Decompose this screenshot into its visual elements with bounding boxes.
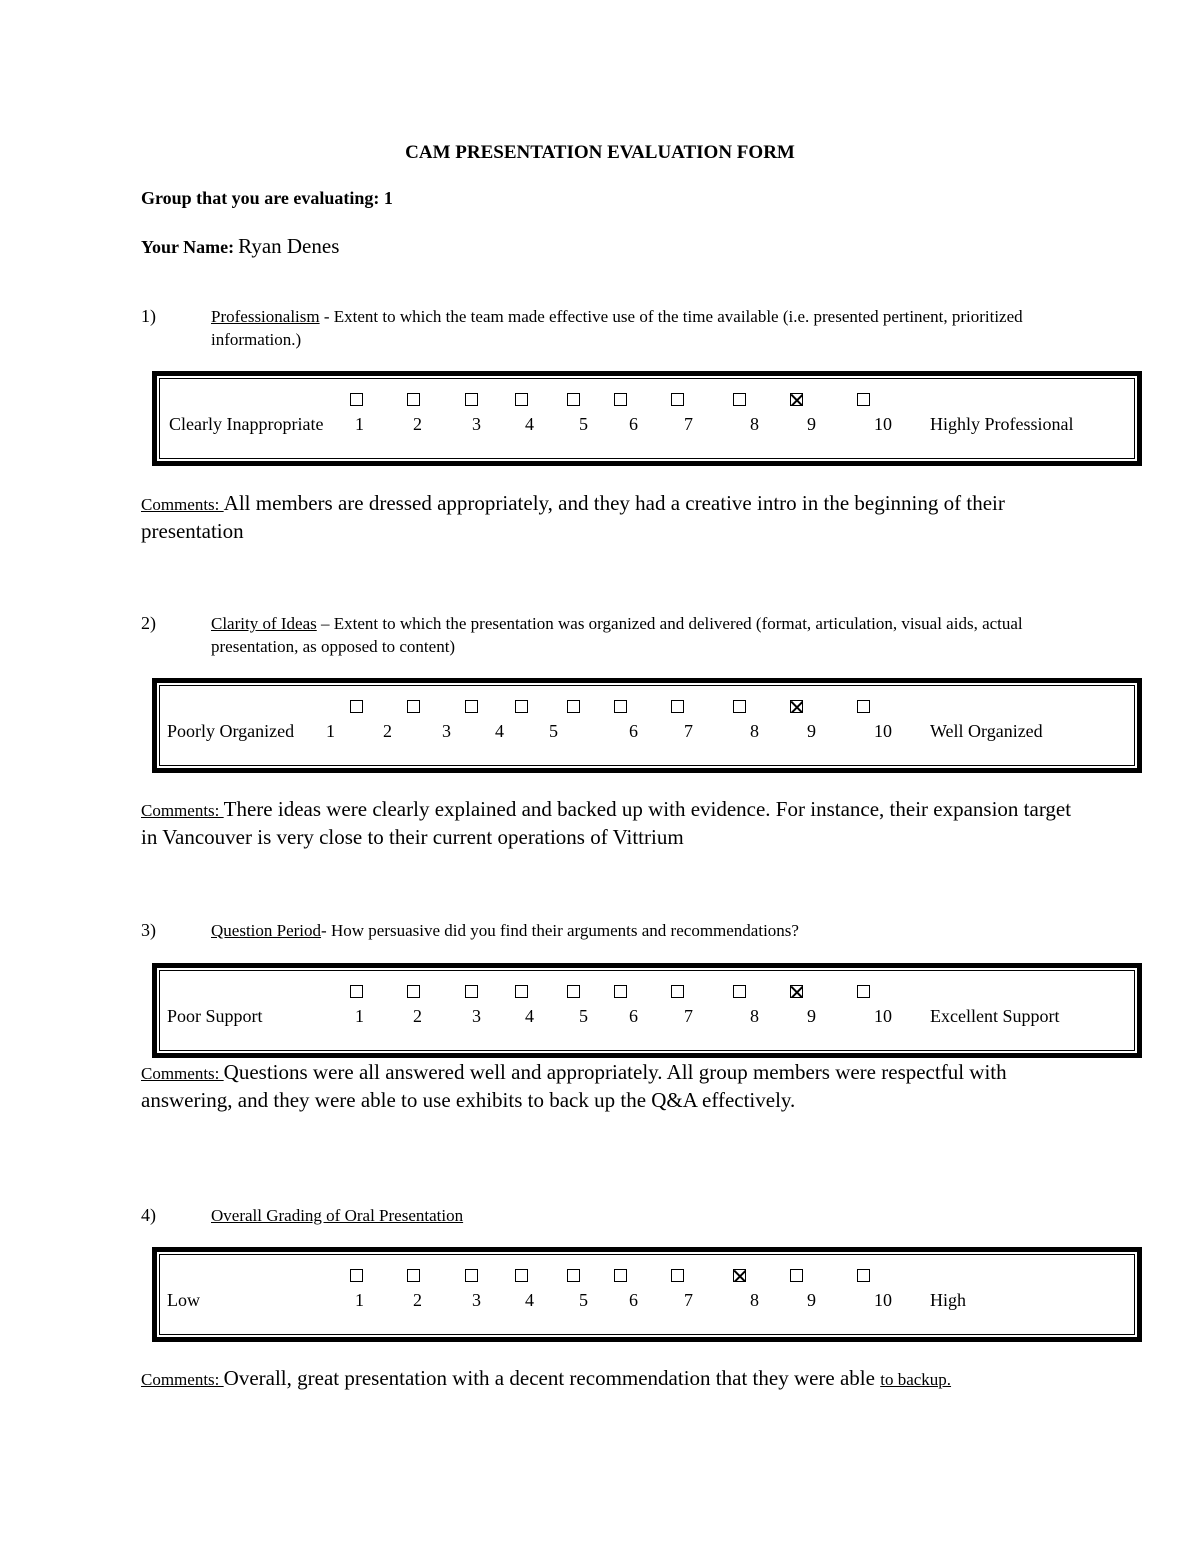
q3-scale-number-2: 2	[413, 1006, 422, 1026]
q4-scale-number-5: 5	[579, 1290, 588, 1310]
q3-checkbox-2[interactable]	[407, 985, 420, 998]
q3-comment	[141, 1059, 1081, 1114]
q1-scale-number-10: 10	[874, 414, 892, 434]
q4-checkbox-7[interactable]	[671, 1269, 684, 1282]
q1-scale-number-4: 4	[525, 414, 534, 434]
q2-scale-number-3: 3	[442, 721, 451, 741]
q1-high-label: Highly Professional	[930, 414, 1074, 434]
q4-number: 4)	[141, 1205, 156, 1225]
q2-checkbox-7[interactable]	[671, 700, 684, 713]
q1-scale-number-6: 6	[629, 414, 638, 434]
q4-scale-number-10: 10	[874, 1290, 892, 1310]
q1-scale-number-1: 1	[355, 414, 364, 434]
q2-comment-label: Comments:	[141, 801, 224, 820]
q2-scale-number-10: 10	[874, 721, 892, 741]
q1-comment-text: All members are dressed appropriately, and they had a creative intro in the beginning of their presentation	[141, 491, 1005, 543]
q1-checkbox-9[interactable]	[790, 393, 803, 406]
q2-scale-number-5: 5	[549, 721, 558, 741]
q1-heading: Professionalism	[211, 307, 320, 326]
q2-checkbox-4[interactable]	[515, 700, 528, 713]
q2-rating-box	[152, 678, 1142, 773]
group-label: Group that you are evaluating: 1	[141, 188, 393, 208]
q1-number: 1)	[141, 306, 156, 326]
q4-checkbox-6[interactable]	[614, 1269, 627, 1282]
q3-checkbox-10[interactable]	[857, 985, 870, 998]
q2-checkbox-2[interactable]	[407, 700, 420, 713]
q1-checkbox-3[interactable]	[465, 393, 478, 406]
q4-scale-number-9: 9	[807, 1290, 816, 1310]
q1-description: - Extent to which the team made effective use of the time available (i.e. presented pertinent, prioritized information.)	[211, 307, 1023, 349]
q2-scale-number-9: 9	[807, 721, 816, 741]
q3-heading: Question Period	[211, 921, 322, 940]
q2-scale-number-4: 4	[495, 721, 504, 741]
q3-text	[211, 919, 1091, 942]
q2-heading: Clarity of Ideas	[211, 614, 317, 633]
q4-rating-box	[152, 1247, 1142, 1342]
q2-scale-number-1: 1	[326, 721, 335, 741]
q3-low-label: Poor Support	[167, 1006, 263, 1026]
q4-high-label: High	[930, 1290, 966, 1310]
q2-checkbox-1[interactable]	[350, 700, 363, 713]
q4-scale-number-4: 4	[525, 1290, 534, 1310]
q4-checkbox-9[interactable]	[790, 1269, 803, 1282]
q1-text	[211, 305, 1091, 351]
q2-checkbox-3[interactable]	[465, 700, 478, 713]
q4-comment	[141, 1365, 1081, 1393]
q3-checkbox-1[interactable]	[350, 985, 363, 998]
q1-low-label: Clearly Inappropriate	[169, 414, 324, 434]
q1-scale-number-7: 7	[684, 414, 693, 434]
q1-checkbox-5[interactable]	[567, 393, 580, 406]
q4-checkbox-10[interactable]	[857, 1269, 870, 1282]
q3-checkbox-5[interactable]	[567, 985, 580, 998]
q4-scale-number-2: 2	[413, 1290, 422, 1310]
q2-checkbox-10[interactable]	[857, 700, 870, 713]
q4-comment-label: Comments:	[141, 1370, 224, 1389]
q2-description: – Extent to which the presentation was organized and delivered (format, articulation, visual aids, actual presentation, as opposed to content)	[211, 614, 1023, 656]
q2-text	[211, 612, 1091, 658]
q4-checkbox-4[interactable]	[515, 1269, 528, 1282]
q1-rating-box	[152, 371, 1142, 466]
q3-checkbox-4[interactable]	[515, 985, 528, 998]
q3-high-label: Excellent Support	[930, 1006, 1060, 1026]
q2-comment	[141, 796, 1081, 851]
q3-scale-number-6: 6	[629, 1006, 638, 1026]
q4-comment-text: Overall, great presentation with a decent recommendation that they were able	[223, 1366, 881, 1390]
q1-comment	[141, 490, 1081, 545]
q2-checkbox-6[interactable]	[614, 700, 627, 713]
name-row	[141, 234, 339, 259]
q4-scale-number-3: 3	[472, 1290, 481, 1310]
q4-scale-number-8: 8	[750, 1290, 759, 1310]
q4-comment-tail: to backup.	[880, 1370, 952, 1389]
q3-checkbox-7[interactable]	[671, 985, 684, 998]
q1-comment-label: Comments:	[141, 495, 224, 514]
q1-checkbox-1[interactable]	[350, 393, 363, 406]
q1-checkbox-2[interactable]	[407, 393, 420, 406]
q1-checkbox-10[interactable]	[857, 393, 870, 406]
q3-number: 3)	[141, 920, 156, 940]
q4-checkbox-8[interactable]	[733, 1269, 746, 1282]
q2-checkbox-9[interactable]	[790, 700, 803, 713]
q3-scale-number-5: 5	[579, 1006, 588, 1026]
q3-scale-number-7: 7	[684, 1006, 693, 1026]
form-title: CAM PRESENTATION EVALUATION FORM	[405, 142, 795, 163]
q1-checkbox-7[interactable]	[671, 393, 684, 406]
q3-scale-number-9: 9	[807, 1006, 816, 1026]
q1-scale-number-5: 5	[579, 414, 588, 434]
q4-scale-number-7: 7	[684, 1290, 693, 1310]
q3-scale-number-3: 3	[472, 1006, 481, 1026]
q4-text	[211, 1204, 1091, 1227]
q2-scale-number-7: 7	[684, 721, 693, 741]
q3-scale-number-10: 10	[874, 1006, 892, 1026]
q3-scale-number-4: 4	[525, 1006, 534, 1026]
q1-checkbox-6[interactable]	[614, 393, 627, 406]
q4-low-label: Low	[167, 1290, 200, 1310]
q1-scale-number-8: 8	[750, 414, 759, 434]
q3-checkbox-9[interactable]	[790, 985, 803, 998]
q1-checkbox-4[interactable]	[515, 393, 528, 406]
q2-number: 2)	[141, 613, 156, 633]
name-value: Ryan Denes	[238, 234, 340, 258]
q2-scale-number-6: 6	[629, 721, 638, 741]
q1-scale-number-2: 2	[413, 414, 422, 434]
q1-scale-number-9: 9	[807, 414, 816, 434]
q3-scale-number-1: 1	[355, 1006, 364, 1026]
q3-comment-text: Questions were all answered well and appropriately. All group members were respectful with answering, and they were able to use exhibits to back up the Q&A effectively.	[141, 1060, 1007, 1112]
q4-checkbox-3[interactable]	[465, 1269, 478, 1282]
q2-high-label: Well Organized	[930, 721, 1043, 741]
q3-description: - How persuasive did you find their arguments and recommendations?	[321, 921, 799, 940]
q3-checkbox-6[interactable]	[614, 985, 627, 998]
q4-scale-number-6: 6	[629, 1290, 638, 1310]
q3-rating-box	[152, 963, 1142, 1058]
q3-comment-label: Comments:	[141, 1064, 224, 1083]
q4-checkbox-5[interactable]	[567, 1269, 580, 1282]
q4-heading: Overall Grading of Oral Presentation	[211, 1206, 464, 1225]
q4-scale-number-1: 1	[355, 1290, 364, 1310]
q2-low-label: Poorly Organized	[167, 721, 295, 741]
q4-checkbox-2[interactable]	[407, 1269, 420, 1282]
q2-checkbox-8[interactable]	[733, 700, 746, 713]
q3-scale-number-8: 8	[750, 1006, 759, 1026]
name-label: Your Name:	[141, 237, 235, 257]
q1-checkbox-8[interactable]	[733, 393, 746, 406]
q3-checkbox-8[interactable]	[733, 985, 746, 998]
q1-scale-number-3: 3	[472, 414, 481, 434]
q2-scale-number-2: 2	[383, 721, 392, 741]
q2-checkbox-5[interactable]	[567, 700, 580, 713]
q3-checkbox-3[interactable]	[465, 985, 478, 998]
q2-scale-number-8: 8	[750, 721, 759, 741]
q2-comment-text: There ideas were clearly explained and backed up with evidence. For instance, their expansion target in Vancouver is very close to their current operations of Vittrium	[141, 797, 1072, 849]
q4-checkbox-1[interactable]	[350, 1269, 363, 1282]
